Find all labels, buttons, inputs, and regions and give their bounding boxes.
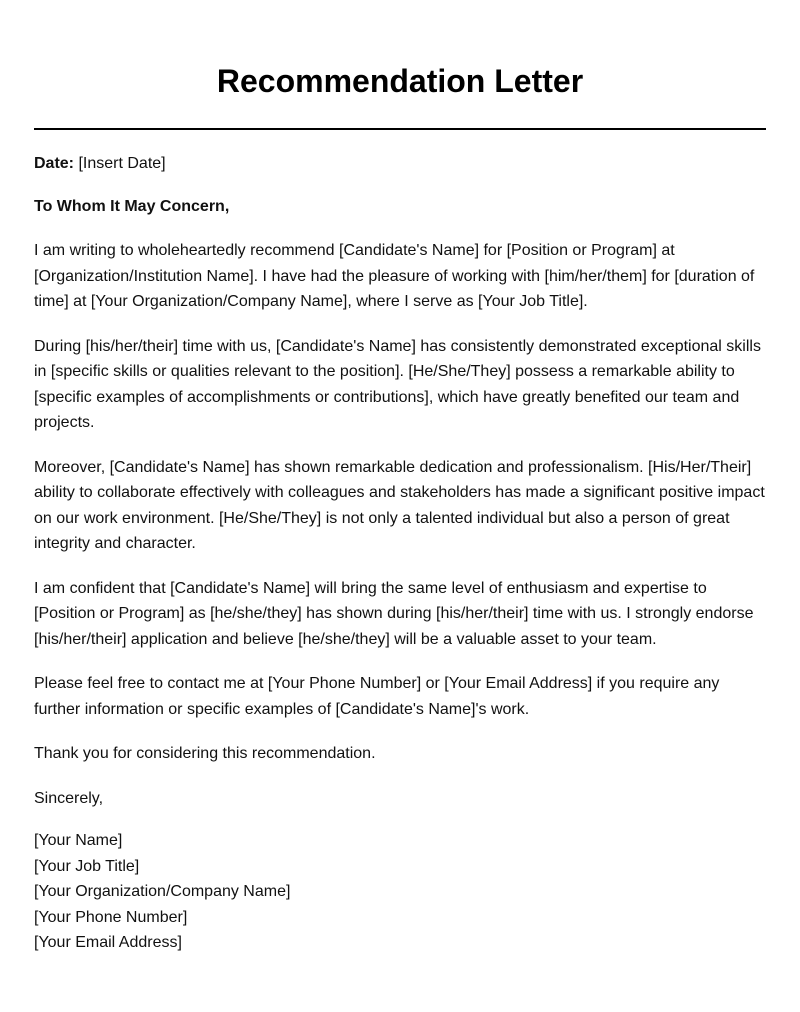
body-paragraph-5: Please feel free to contact me at [Your Phone Number] or [Your Email Address] if you require any further information or specific examples of [Candidate's Name]'s work. xyxy=(34,675,720,718)
salutation: To Whom It May Concern, xyxy=(34,197,230,215)
title-divider xyxy=(34,128,766,130)
body-paragraph-4: I am confident that [Candidate's Name] will bring the same level of enthusiasm and expertise to [Position or Program] as [he/she/they] has shown during [his/her/their] time with us. I strongly endorse [his/her/their] application and believe [he/she/they] will be a valuable asset to your team. xyxy=(34,579,754,648)
signature-phone: [Your Phone Number] xyxy=(34,908,188,926)
body-paragraph-3: Moreover, [Candidate's Name] has shown remarkable dedication and professionalism. [His/Her/Their] ability to collaborate effectively with colleagues and stakeholders has made a significant positive impact on our work environment. [He/She/They] is not only a talented individual but also a person of great integrity and character. xyxy=(34,458,765,552)
letter-page xyxy=(34,0,766,956)
signature-block xyxy=(34,828,766,956)
body-paragraph-1: I am writing to wholeheartedly recommend [Candidate's Name] for [Position or Program] at [Organization/Institution Name]. I have had the pleasure of working with [him/her/them] for [duration of time] at [Your Organization/Company Name], where I serve as [Your Job Title]. xyxy=(34,242,755,310)
signature-name: [Your Name] xyxy=(34,832,123,849)
body-paragraph-6: Thank you for considering this recommendation. xyxy=(34,745,376,762)
signature-job-title: [Your Job Title] xyxy=(34,857,140,875)
date-line xyxy=(34,151,766,177)
letter-title: Recommendation Letter xyxy=(216,63,584,99)
date-value: [Insert Date] xyxy=(74,155,166,172)
closing: Sincerely, xyxy=(34,789,104,807)
signature-organization: [Your Organization/Company Name] xyxy=(34,883,291,900)
date-label: Date: xyxy=(34,155,75,172)
signature-email: [Your Email Address] xyxy=(34,934,182,951)
body-paragraph-2: During [his/her/their] time with us, [Candidate's Name] has consistently demonstrated exceptional skills in [specific skills or qualities relevant to the position]. [He/She/They] possess a remarkable ability to [specific examples of accomplishments or contributions], which have greatly benefited our team and projects. xyxy=(34,337,761,431)
